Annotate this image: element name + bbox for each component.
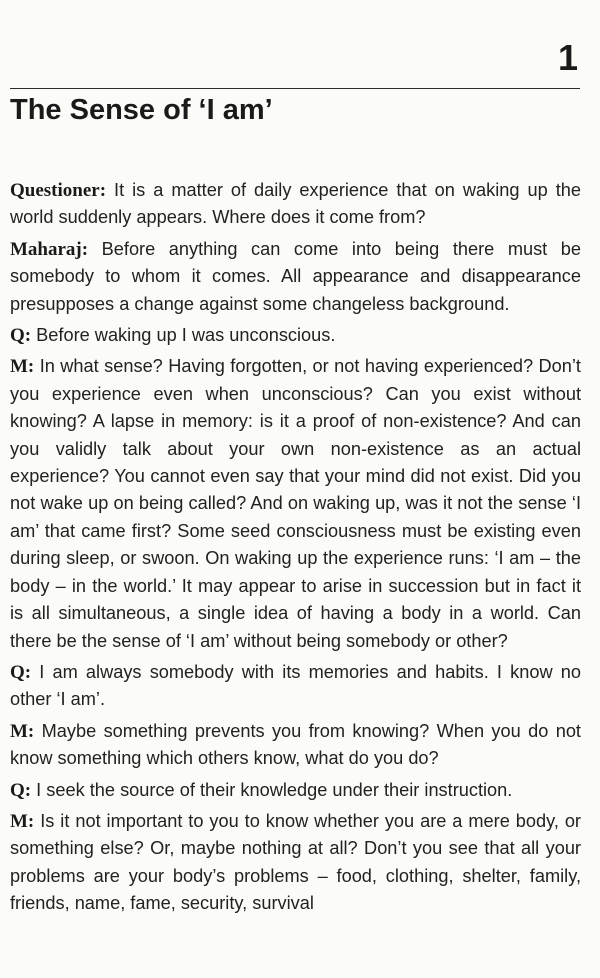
dialogue-paragraph (10, 777, 581, 804)
dialogue-paragraph (10, 808, 581, 918)
dialogue-paragraph (10, 353, 581, 654)
header-rule (10, 88, 580, 89)
paragraph-text: Is it not important to you to know whether you are a mere body, or something else? Or, maybe nothing at all? Don’t you see that all your problems are your body’s problems – food, clothing, shelter, family, friends, name, fame, security, survival (10, 810, 581, 914)
dialogue-paragraph (10, 177, 581, 232)
speaker-label: M: (10, 720, 35, 742)
paragraph-text: I seek the source of their knowledge under their instruction. (36, 779, 513, 800)
chapter-number: 1 (557, 37, 578, 78)
chapter-title: The Sense of ‘I am’ (10, 94, 273, 126)
speaker-label: Q: (10, 661, 32, 683)
speaker-label: M: (10, 356, 35, 378)
dialogue-paragraph (10, 236, 581, 318)
dialogue-paragraph (10, 659, 581, 714)
paragraph-text: Maybe something prevents you from knowing? When you do not know something which others know, what do you do? (10, 720, 581, 769)
speaker-label: Q: (10, 325, 32, 347)
speaker-label: Q: (10, 779, 32, 801)
dialogue-body (10, 177, 581, 922)
speaker-label: M: (10, 810, 35, 832)
paragraph-text: I am always somebody with its memories and habits. I know no other ‘I am’. (10, 661, 581, 710)
paragraph-text: Before anything can come into being there must be somebody to whom it comes. All appearance and disappearance presupposes a change against some changeless background. (10, 238, 581, 314)
speaker-label: Questioner: (10, 180, 107, 201)
paragraph-text: Before waking up I was unconscious. (36, 325, 336, 346)
paragraph-text: It is a matter of daily experience that on waking up the world suddenly appears. Where does it come from? (10, 180, 581, 228)
dialogue-paragraph (10, 322, 581, 349)
speaker-label: Maharaj: (10, 238, 89, 260)
paragraph-text: In what sense? Having forgotten, or not having experienced? Don’t you experience even when unconscious? Can you exist without knowing? A lapse in memory: is it a proof of non-existence? And can you validly talk about your own non-existence as an actual experience? You cannot even say that your mind did not exist. Did you not wake up on being called? And on waking up, was it not the sense ‘I am’ that came first? Some seed consciousness must be existing even during sleep, or swoon. On waking up the experience runs: ‘I am – the body – in the world.’ It may appear to arise in succession but in fact it is all simultaneous, a single idea of having a body in a world. Can there be the sense of ‘I am’ without being somebody or other? (10, 356, 581, 651)
dialogue-paragraph (10, 718, 581, 773)
